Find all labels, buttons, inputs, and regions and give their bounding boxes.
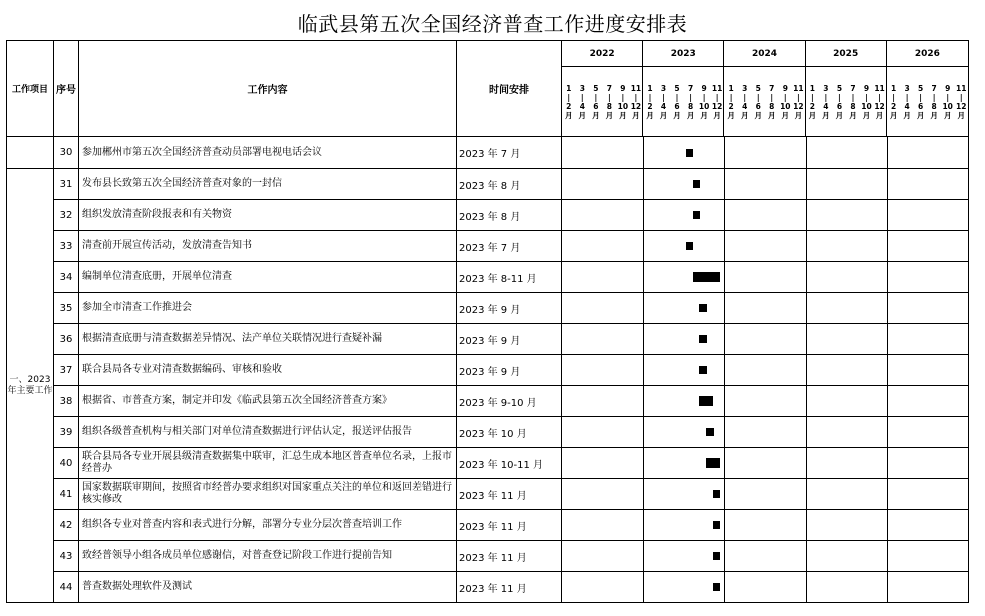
table-row	[7, 355, 969, 386]
content-cell: 联合县局各专业对清查数据编码、审核和验收	[79, 355, 457, 386]
year-divider	[724, 293, 725, 323]
year-divider	[643, 169, 644, 199]
year-divider	[643, 137, 644, 168]
year-divider	[806, 169, 807, 199]
table-row	[7, 200, 969, 231]
month-label: 7 | 8 月	[686, 83, 695, 120]
year-divider	[806, 355, 807, 385]
content-cell: 联合县局各专业开展县级清查数据集中联审，汇总生成本地区普查单位名录，上报市经普办	[79, 448, 457, 479]
year-label: 2025	[806, 41, 887, 67]
year-divider	[724, 200, 725, 230]
year-divider	[887, 386, 888, 416]
gantt-bar	[699, 304, 706, 312]
schedule-table	[6, 40, 969, 603]
gantt-cell	[562, 572, 969, 603]
year-divider	[887, 572, 888, 602]
seq-cell: 33	[54, 231, 79, 262]
year-label: 2022	[562, 41, 643, 67]
gantt-cell	[562, 479, 969, 510]
gantt-bar	[693, 180, 700, 188]
time-cell: 2023 年 8 月	[457, 169, 562, 200]
month-label: 5 | 6 月	[835, 83, 844, 120]
year-divider	[806, 137, 807, 168]
year-divider	[806, 200, 807, 230]
year-divider	[643, 479, 644, 509]
content-cell: 清查前开展宣传活动，发放清查告知书	[79, 231, 457, 262]
gantt-bar	[713, 521, 720, 529]
gantt-cell	[562, 386, 969, 417]
seq-cell: 32	[54, 200, 79, 231]
month-label: 3 | 4 月	[822, 83, 830, 120]
month-label: 5 | 6 月	[592, 83, 600, 120]
year-divider	[643, 324, 644, 354]
year-divider	[724, 510, 725, 540]
year-divider	[806, 417, 807, 447]
month-label: 9 | 10 月	[698, 83, 710, 120]
year-divider	[806, 293, 807, 323]
year-label: 2023	[643, 41, 724, 67]
month-label: 11 | 12 月	[792, 67, 806, 136]
content-cell: 国家数据联审期间，按照省市经普办要求组织对国家重点关注的单位和返回差错进行核实修改	[79, 479, 457, 510]
time-cell: 2023 年 8-11 月	[457, 262, 562, 293]
seq-cell: 44	[54, 572, 79, 603]
year-divider	[724, 324, 725, 354]
year-label: 2024	[724, 41, 805, 67]
seq-cell: 34	[54, 262, 79, 293]
table-row	[7, 479, 969, 510]
year-divider	[643, 386, 644, 416]
page-title: 临武县第五次全国经济普查工作进度安排表	[297, 12, 688, 36]
year-divider	[724, 169, 725, 199]
month-label: 1 | 2 月	[808, 83, 817, 120]
gantt-bar	[706, 428, 713, 436]
content-cell: 参加全市清查工作推进会	[79, 293, 457, 324]
gantt-cell	[562, 137, 969, 169]
year-divider	[806, 231, 807, 261]
year-divider	[643, 355, 644, 385]
year-divider	[887, 324, 888, 354]
gantt-cell	[562, 510, 969, 541]
year-divider	[887, 479, 888, 509]
gantt-bar	[693, 272, 720, 282]
year-divider	[806, 541, 807, 571]
year-divider	[643, 448, 644, 478]
project-cell	[7, 137, 54, 169]
month-label: 1 | 2 月	[565, 83, 573, 120]
gantt-cell	[562, 200, 969, 231]
header-content: 工作内容	[79, 41, 457, 137]
table-row	[7, 386, 969, 417]
year-divider	[643, 293, 644, 323]
gantt-bar	[713, 583, 720, 591]
month-label: 7 | 8 月	[849, 83, 857, 120]
time-cell: 2023 年 9-10 月	[457, 386, 562, 417]
year-divider	[643, 510, 644, 540]
month-label: 3 | 4 月	[659, 83, 668, 120]
header-time: 时间安排	[457, 41, 562, 137]
time-cell: 2023 年 9 月	[457, 293, 562, 324]
year-divider	[887, 510, 888, 540]
year-divider	[806, 262, 807, 292]
gantt-cell	[562, 355, 969, 386]
table-row	[7, 262, 969, 293]
year-divider	[887, 417, 888, 447]
year-divider	[724, 137, 725, 168]
table-row	[7, 324, 969, 355]
month-label: 9 | 10 月	[617, 83, 629, 120]
year-divider	[806, 572, 807, 602]
year-divider	[887, 293, 888, 323]
gantt-cell	[562, 293, 969, 324]
month-label: 5 | 6 月	[673, 83, 681, 120]
table-row	[7, 293, 969, 324]
year-divider	[643, 541, 644, 571]
seq-cell: 35	[54, 293, 79, 324]
month-label: 9 | 10 月	[780, 83, 791, 120]
month-label: 1 | 2 月	[889, 83, 898, 120]
gantt-bar	[699, 366, 706, 374]
year-divider	[724, 572, 725, 602]
month-label: 7 | 8 月	[930, 83, 938, 120]
gantt-cell	[562, 417, 969, 448]
month-label: 9 | 10 月	[942, 83, 953, 120]
month-label: 5 | 6 月	[754, 83, 762, 120]
month-label: 3 | 4 月	[578, 83, 587, 120]
month-label: 7 | 8 月	[605, 83, 614, 120]
year-divider	[806, 448, 807, 478]
year-label: 2026	[887, 41, 968, 67]
year-divider	[724, 479, 725, 509]
year-divider	[887, 355, 888, 385]
gantt-cell	[562, 541, 969, 572]
gantt-bar	[713, 490, 720, 498]
year-divider	[724, 448, 725, 478]
gantt-bar	[699, 335, 706, 343]
gantt-bar	[686, 242, 693, 250]
year-divider	[887, 169, 888, 199]
gantt-cell	[562, 231, 969, 262]
year-divider	[887, 231, 888, 261]
table-row	[7, 417, 969, 448]
month-label: 11 | 12 月	[873, 67, 887, 136]
gantt-cell	[562, 324, 969, 355]
month-label: 3 | 4 月	[740, 83, 749, 120]
table-row	[7, 572, 969, 603]
time-cell: 2023 年 11 月	[457, 572, 562, 603]
year-divider	[806, 324, 807, 354]
table-row	[7, 169, 969, 200]
month-label: 5 | 6 月	[916, 83, 925, 120]
header-project: 工作项目	[7, 41, 54, 137]
time-cell: 2023 年 10-11 月	[457, 448, 562, 479]
year-divider	[643, 200, 644, 230]
seq-cell: 43	[54, 541, 79, 572]
time-cell: 2023 年 11 月	[457, 541, 562, 572]
year-divider	[724, 355, 725, 385]
time-cell: 2023 年 9 月	[457, 355, 562, 386]
month-label: 11 | 12 月	[630, 67, 644, 136]
time-cell: 2023 年 11 月	[457, 479, 562, 510]
seq-cell: 31	[54, 169, 79, 200]
gantt-cell	[562, 448, 969, 479]
year-divider	[724, 262, 725, 292]
time-cell: 2023 年 8 月	[457, 200, 562, 231]
year-divider	[724, 386, 725, 416]
table-row	[7, 137, 969, 169]
seq-cell: 38	[54, 386, 79, 417]
time-cell: 2023 年 7 月	[457, 231, 562, 262]
year-divider	[806, 479, 807, 509]
gantt-cell	[562, 262, 969, 293]
gantt-bar	[699, 396, 713, 406]
content-cell: 组织各专业对普查内容和表式进行分解，部署分专业分层次普查培训工作	[79, 510, 457, 541]
year-divider	[724, 231, 725, 261]
content-cell: 组织各级普查机构与相关部门对单位清查数据进行评估认定，报送评估报告	[79, 417, 457, 448]
table-row	[7, 231, 969, 262]
month-label: 11 | 12 月	[711, 67, 725, 136]
content-cell: 根据省、市普查方案，制定并印发《临武县第五次全国经济普查方案》	[79, 386, 457, 417]
year-divider	[643, 231, 644, 261]
seq-cell: 42	[54, 510, 79, 541]
time-cell: 2023 年 10 月	[457, 417, 562, 448]
gantt-bar	[713, 552, 720, 560]
seq-cell: 37	[54, 355, 79, 386]
month-label: 7 | 8 月	[768, 83, 776, 120]
project-cell: 一、2023年主要工作	[7, 169, 54, 603]
year-divider	[806, 510, 807, 540]
month-label: 1 | 2 月	[646, 83, 654, 120]
content-cell: 致经普领导小组各成员单位感谢信，对普查登记阶段工作进行提前告知	[79, 541, 457, 572]
gantt-bar	[693, 211, 700, 219]
year-divider	[806, 386, 807, 416]
month-label: 11 | 12 月	[956, 83, 967, 120]
year-divider	[643, 417, 644, 447]
time-cell: 2023 年 9 月	[457, 324, 562, 355]
month-label: 9 | 10 月	[861, 83, 872, 120]
month-label: 3 | 4 月	[903, 83, 911, 120]
table-row	[7, 510, 969, 541]
content-cell: 普查数据处理软件及测试	[79, 572, 457, 603]
content-cell: 编制单位清查底册，开展单位清查	[79, 262, 457, 293]
seq-cell: 36	[54, 324, 79, 355]
year-divider	[887, 448, 888, 478]
time-cell: 2023 年 7 月	[457, 137, 562, 169]
year-divider	[724, 541, 725, 571]
year-divider	[887, 200, 888, 230]
month-label: 1 | 2 月	[727, 83, 735, 120]
time-cell: 2023 年 11 月	[457, 510, 562, 541]
gantt-cell	[562, 169, 969, 200]
year-divider	[724, 417, 725, 447]
content-cell: 参加郴州市第五次全国经济普查动员部署电视电话会议	[79, 137, 457, 169]
seq-cell: 41	[54, 479, 79, 510]
content-cell: 根据清查底册与清查数据差异情况、法产单位关联情况进行查疑补漏	[79, 324, 457, 355]
header-seq: 序号	[54, 41, 79, 137]
seq-cell: 30	[54, 137, 79, 169]
year-divider	[887, 137, 888, 168]
seq-cell: 40	[54, 448, 79, 479]
year-divider	[643, 262, 644, 292]
year-divider	[887, 541, 888, 571]
content-cell: 发布县长致第五次全国经济普查对象的一封信	[79, 169, 457, 200]
content-cell: 组织发放清查阶段报表和有关物资	[79, 200, 457, 231]
seq-cell: 39	[54, 417, 79, 448]
table-row	[7, 448, 969, 479]
year-divider	[643, 572, 644, 602]
timeline-header	[562, 41, 969, 137]
table-row	[7, 541, 969, 572]
year-divider	[887, 262, 888, 292]
gantt-bar	[686, 149, 693, 157]
gantt-bar	[706, 458, 720, 468]
